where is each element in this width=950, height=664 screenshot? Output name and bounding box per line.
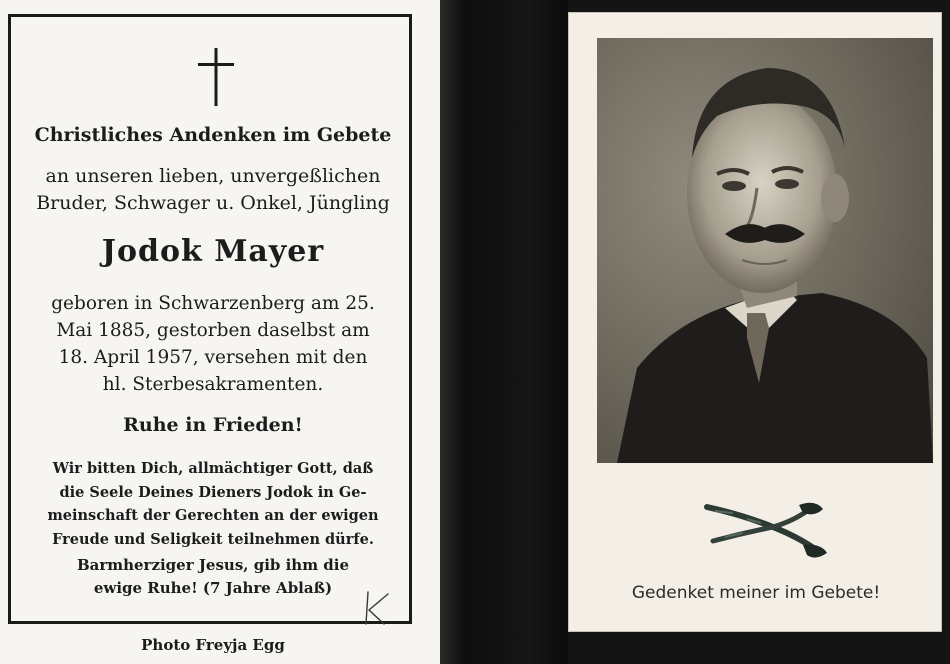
prayer-line: die Seele Deines Dieners Jodok in Ge- xyxy=(59,483,367,501)
handwritten-mark xyxy=(358,588,398,628)
memorial-card-photo xyxy=(568,12,942,632)
photo-credit: Photo Freyja Egg xyxy=(141,636,285,654)
memorial-card-text xyxy=(0,0,440,664)
palm-branch-ornament xyxy=(703,497,833,563)
photo-caption: Gedenket meiner im Gebete! xyxy=(631,583,881,603)
portrait-illustration xyxy=(597,38,933,463)
closing-line: Barmherziger Jesus, gib ihm die xyxy=(76,556,350,574)
cross-icon xyxy=(198,48,234,106)
biography-line: geboren in Schwarzenberg am 25. xyxy=(51,293,375,314)
biography-line: Mai 1885, gestorben daselbst am xyxy=(56,320,370,341)
intro-line: an unseren lieben, unvergeßlichen xyxy=(45,165,381,187)
biography xyxy=(14,290,412,398)
deceased-name: Jodok Mayer xyxy=(101,234,325,269)
card-heading: Christliches Andenken im Gebete xyxy=(34,124,392,146)
biography-line: 18. April 1957, versehen mit den xyxy=(58,347,368,368)
prayer-line: meinschaft der Gerechten an der ewigen xyxy=(47,507,379,524)
rest-in-peace: Ruhe in Frieden! xyxy=(123,414,303,436)
intro-line: Bruder, Schwager u. Onkel, Jüngling xyxy=(36,192,390,214)
biography-line: hl. Sterbesakramenten. xyxy=(102,374,324,395)
prayer-line: Freude und Seligkeit teilnehmen dürfe. xyxy=(52,530,374,548)
prayer-text xyxy=(14,457,412,551)
prayer-line: Wir bitten Dich, allmächtiger Gott, daß xyxy=(52,460,374,477)
closing-prayer xyxy=(14,554,412,600)
portrait-photo xyxy=(597,38,933,463)
closing-line: ewige Ruhe! (7 Jahre Ablaß) xyxy=(93,579,333,597)
background-gap xyxy=(440,0,568,664)
